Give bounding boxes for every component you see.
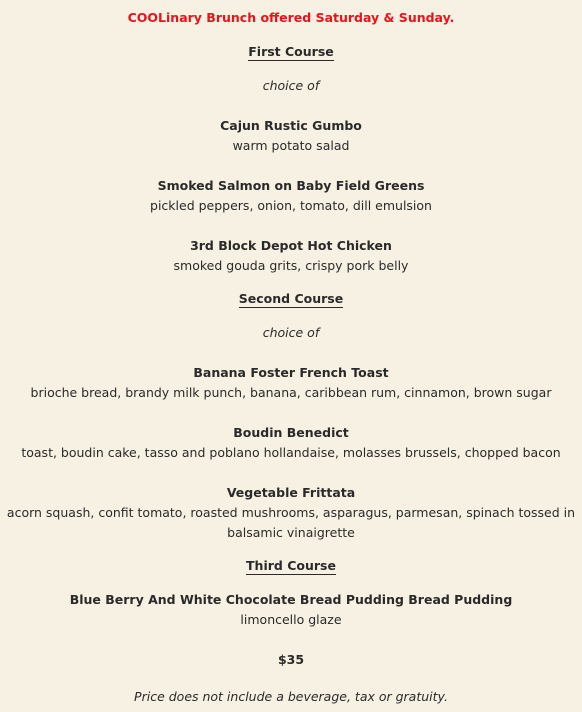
dish-name-bread-pudding: Blue Berry And White Chocolate Bread Pudding Bread Pudding — [69, 592, 513, 607]
second-course-choice: choice of — [262, 325, 320, 340]
dish-desc-frittata: acorn squash, confit tomato, roasted mushrooms, asparagus, parmesan, spinach tossed in balsamic vinaigrette — [6, 505, 576, 540]
first-course-heading: First Course — [248, 44, 334, 59]
promo-banner: COOLinary Brunch offered Saturday & Sunday. — [127, 10, 455, 25]
dish-desc-gumbo: warm potato salad — [232, 138, 350, 153]
first-course-choice: choice of — [262, 78, 320, 93]
dish-desc-french-toast: brioche bread, brandy milk punch, banana, caribbean rum, cinnamon, brown sugar — [30, 385, 552, 400]
dish-name-salmon: Smoked Salmon on Baby Field Greens — [157, 178, 425, 193]
second-course-heading: Second Course — [238, 291, 344, 306]
dish-desc-bread-pudding: limoncello glaze — [240, 612, 342, 627]
dish-name-frittata: Vegetable Frittata — [226, 485, 356, 500]
dish-name-french-toast: Banana Foster French Toast — [193, 365, 389, 380]
price-note: Price does not include a beverage, tax or gratuity. — [134, 689, 448, 704]
dish-desc-benedict: toast, boudin cake, tasso and poblano hollandaise, molasses brussels, chopped bacon — [21, 445, 561, 460]
dish-desc-hot-chicken: smoked gouda grits, crispy pork belly — [173, 258, 409, 273]
dish-name-benedict: Boudin Benedict — [233, 425, 349, 440]
third-course-heading: Third Course — [246, 558, 336, 573]
dish-desc-salmon: pickled peppers, onion, tomato, dill emulsion — [150, 198, 432, 213]
dish-name-hot-chicken: 3rd Block Depot Hot Chicken — [190, 238, 392, 253]
menu-price: $35 — [277, 652, 305, 667]
dish-name-gumbo: Cajun Rustic Gumbo — [220, 118, 362, 133]
